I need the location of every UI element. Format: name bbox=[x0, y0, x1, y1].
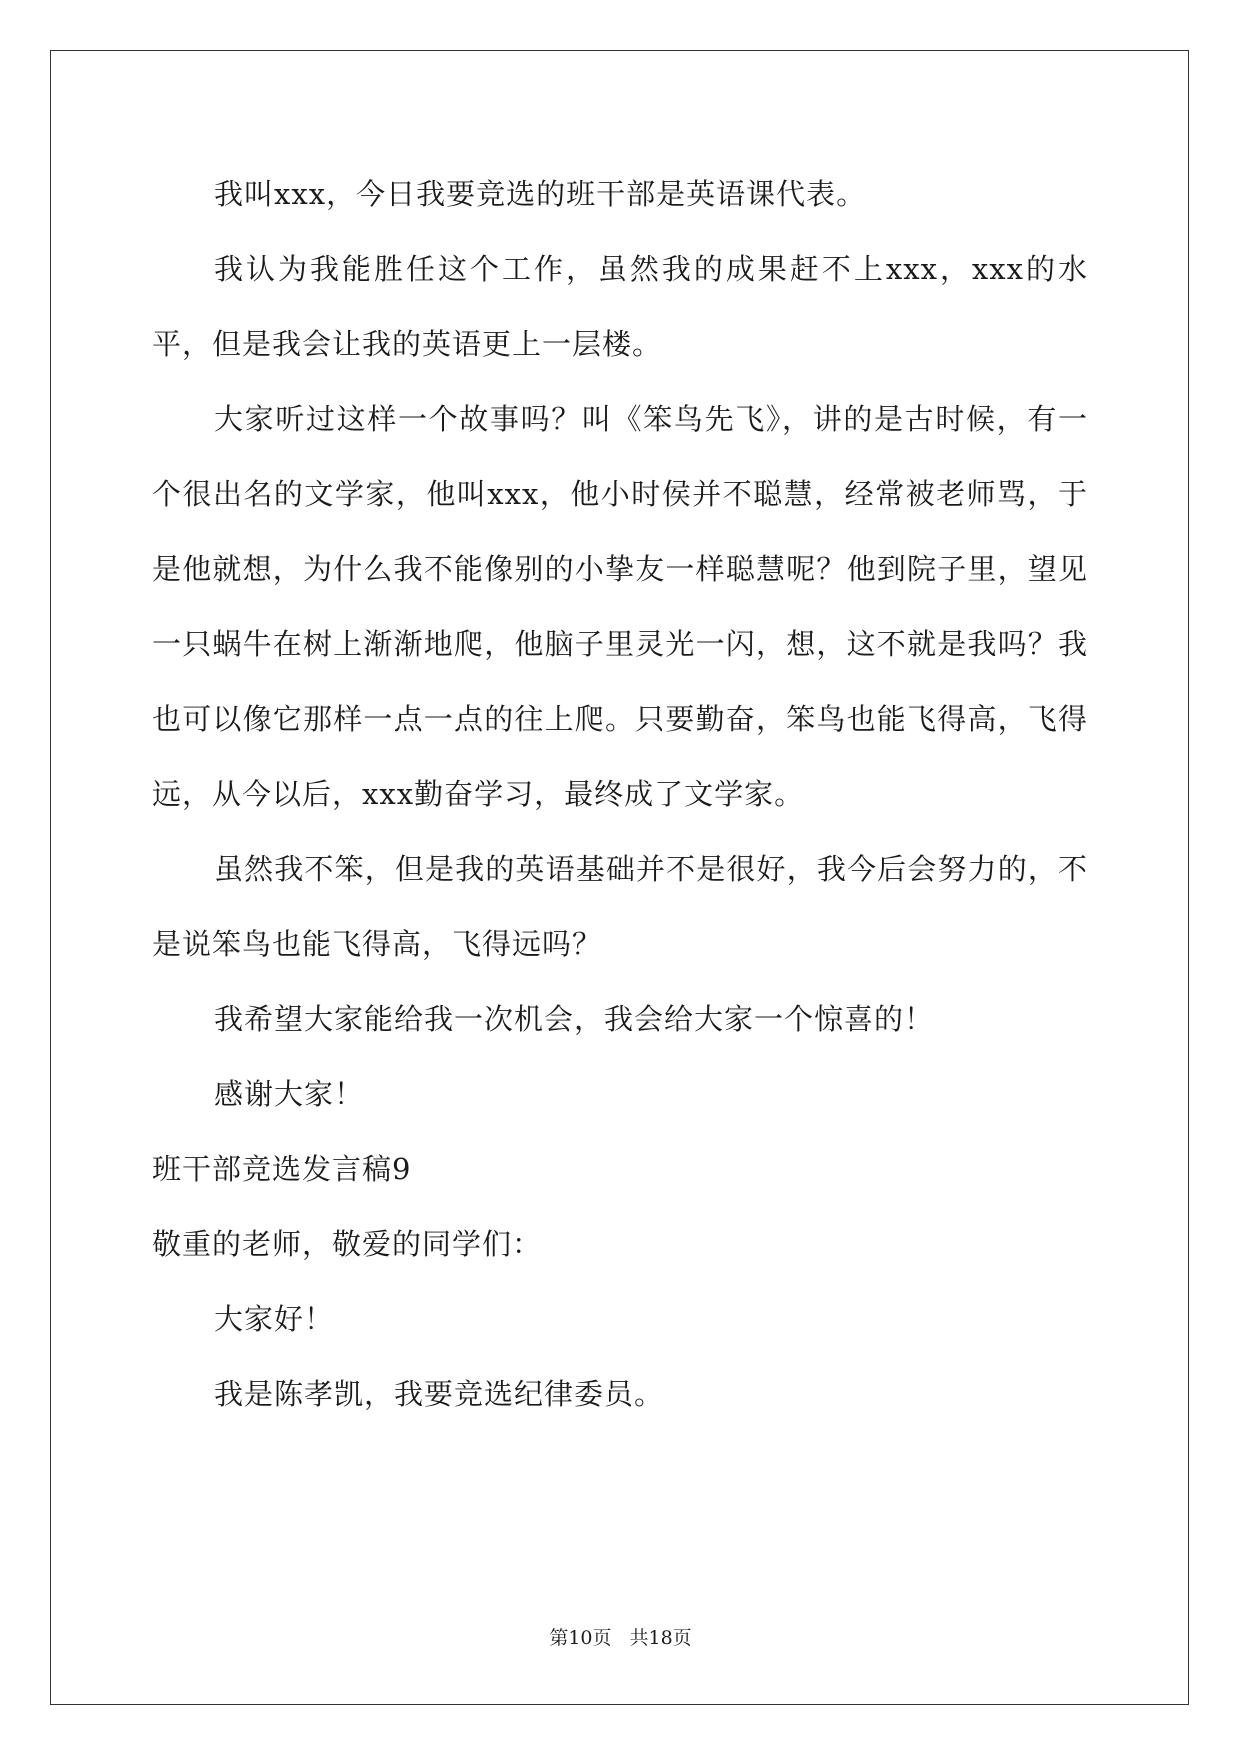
paragraph-4: 虽然我不笨，但是我的英语基础并不是很好，我今后会努力的，不是说笨鸟也能飞得高，飞得远吗？ bbox=[152, 852, 1088, 961]
page-number: 第10页 bbox=[549, 1627, 612, 1649]
paragraph-1: 我叫xxx，今日我要竞选的班干部是英语课代表。 bbox=[214, 177, 867, 211]
paragraph-5: 我希望大家能给我一次机会，我会给大家一个惊喜的！ bbox=[214, 1002, 935, 1036]
page-total: 共18页 bbox=[629, 1627, 692, 1649]
paragraph-intro: 我是陈孝凯，我要竞选纪律委员。 bbox=[214, 1377, 665, 1411]
salutation: 敬重的老师，敬爱的同学们： bbox=[152, 1227, 543, 1261]
paragraph-6: 感谢大家！ bbox=[214, 1077, 365, 1111]
paragraph-greeting: 大家好！ bbox=[214, 1302, 335, 1336]
section-heading: 班干部竞选发言稿9 bbox=[152, 1152, 412, 1186]
paragraph-2: 我认为我能胜任这个工作，虽然我的成果赶不上xxx，xxx的水平，但是我会让我的英语更上一层楼。 bbox=[152, 252, 1088, 361]
page-footer bbox=[0, 1626, 1241, 1650]
document-body bbox=[152, 157, 1088, 1432]
paragraph-3: 大家听过这样一个故事吗？叫《笨鸟先飞》，讲的是古时候，有一个很出名的文学家，他叫xxx，他小时侯并不聪慧，经常被老师骂，于是他就想，为什么我不能像别的小挚友一样聪慧呢？他到院子里，望见一只蜗牛在树上渐渐地爬，他脑子里灵光一闪，想，这不就是我吗？我也可以像它那样一点一点的往上爬。只要勤奋，笨鸟也能飞得高，飞得远，从今以后，xxx勤奋学习，最终成了文学家。 bbox=[152, 402, 1088, 811]
